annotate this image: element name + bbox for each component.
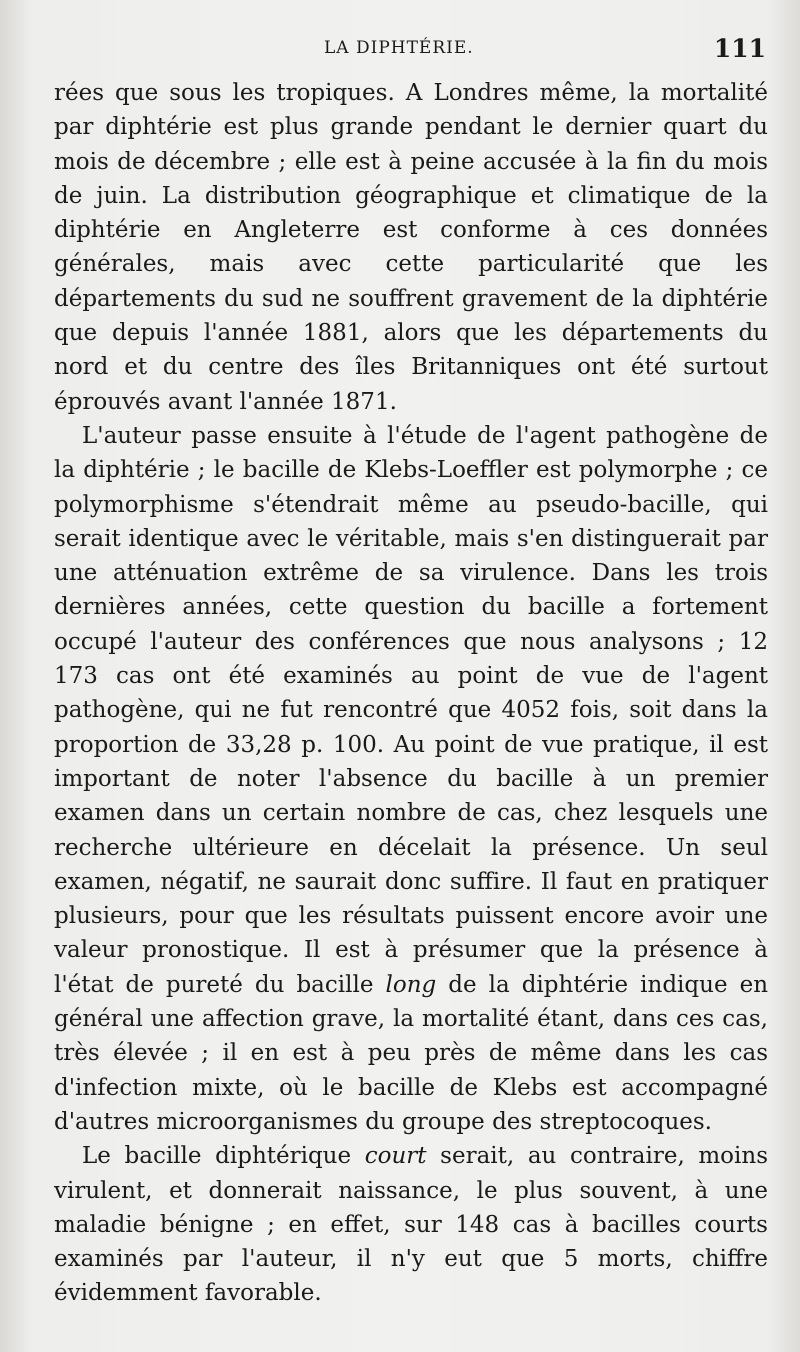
page-body — [54, 76, 768, 1311]
paragraph-3-start: Le bacille diphtérique — [82, 1143, 352, 1170]
paragraph-2-tail: de la diphtérie indique en général une affection grave, la mortalité étant, dans ces cas, très élevée ; il en est à peu près de même dans les cas d'infection mixte, où le bacille de Klebs est accompagné d'autres microorganismes du groupe des streptocoques. — [54, 971, 769, 1135]
italic-court: court — [364, 1143, 427, 1170]
running-head: LA DIPHTÉRIE. — [324, 38, 474, 58]
paragraph-2-text: L'auteur passe ensuite à l'étude de l'agent pathogène de la diphtérie ; le bacille de Klebs-Loeffler est polymorphe ; ce polymorphisme s'étendrait même au pseudo-bacille, qui serait identique avec le véritable, mais s'en distinguerait par une atténuation extrême de sa virulence. Dans les trois dernières années, cette question du bacille a fortement occupé l'auteur des conférences que nous analysons ; 12 173 cas ont été examinés au point de vue de l'agent pathogène, qui ne fut rencontré que 4052 fois, soit dans la proportion de 33,28 p. 100. Au point de vue pratique, il est important de noter l'absence du bacille à un premier examen dans un certain nombre de cas, chez lesquels une recherche ultérieure en décelait la présence. Un seul examen, négatif, ne saurait donc suffire. Il faut en pratiquer plusieurs, pour que les résultats puissent encore avoir une valeur pronostique. Il est à présumer que la présence à l'état de pureté du bacille — [54, 422, 768, 998]
page-header — [54, 34, 766, 64]
italic-long: long — [385, 971, 437, 998]
page-number: 111 — [713, 34, 766, 63]
paragraph-3-text: serait, au contraire, moins virulent, et donnerait naissance, le plus souvent, à une maladie bénigne ; en effet, sur 148 cas à bacilles courts examinés par l'auteur, il n'y eut que 5 morts, chiffre évidemment favorable. — [54, 1143, 769, 1307]
paragraph-1: rées que sous les tropiques. A Londres même, la mortalité par diphtérie est plus grande pendant le dernier quart du mois de décembre ; elle est à peine accusée à la fin du mois de juin. La distribution géographique et climatique de la diphtérie en Angleterre est conforme à ces données générales, mais avec cette particularité que les départements du sud ne souffrent gravement de la diphtérie que depuis l'année 1881, alors que les départements du nord et du centre des îles Britanniques ont été surtout éprouvés avant l'année 1871. — [54, 80, 768, 415]
paragraph-2 — [54, 419, 768, 1139]
paragraph-3 — [54, 1139, 768, 1310]
